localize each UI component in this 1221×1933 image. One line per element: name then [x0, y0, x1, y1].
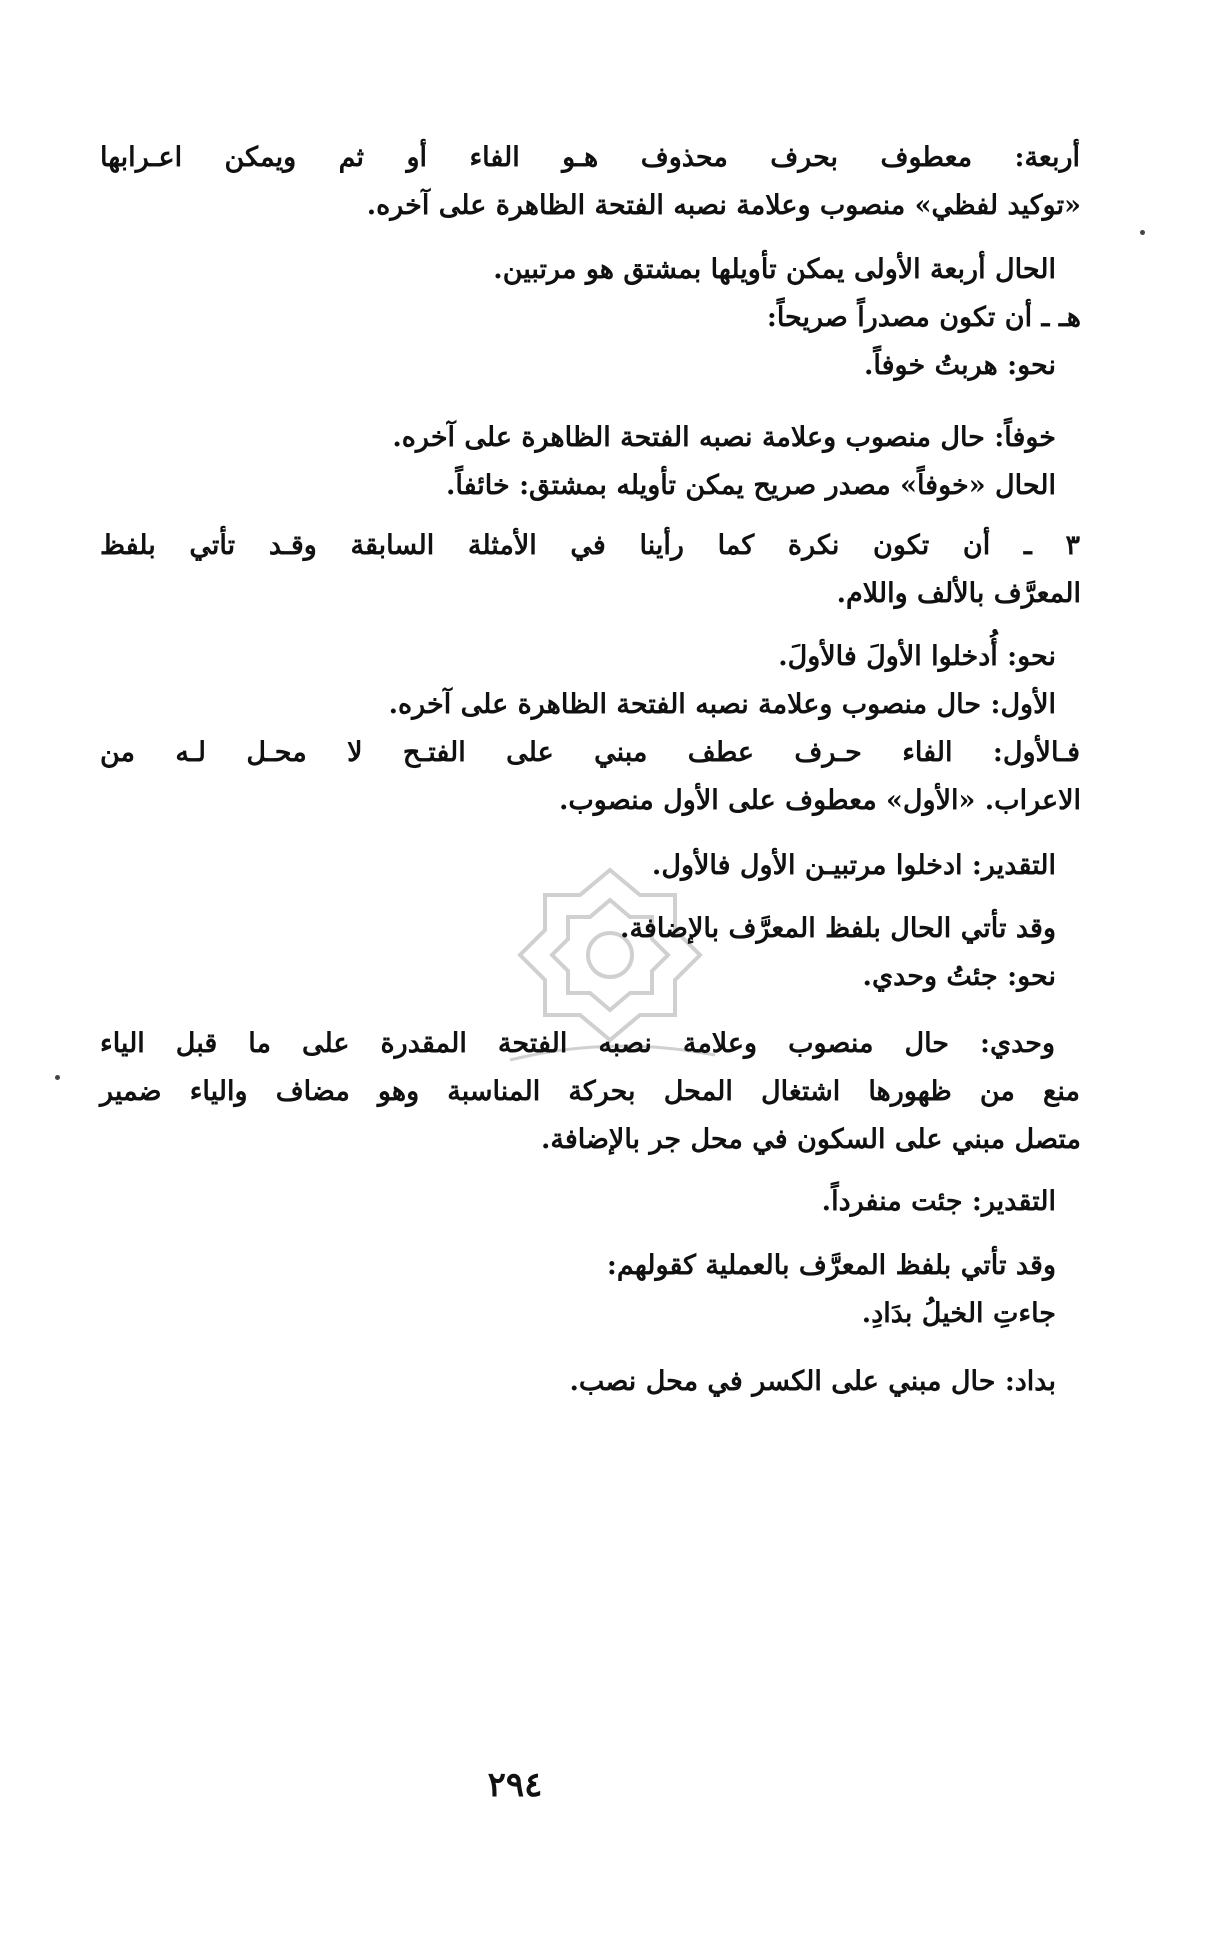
text-line: «توكيد لفظي» منصوب وعلامة نصبه الفتحة الظاهرة على آخره.	[366, 190, 1081, 221]
text-line: خوفاً: حال منصوب وعلامة نصبه الفتحة الظاهرة على آخره.	[392, 422, 1056, 453]
example-line: نحو: أُدخلوا الأولَ فالأولَ.	[778, 641, 1056, 672]
scan-speck	[55, 1075, 60, 1080]
text-line: الاعراب. «الأول» معطوف على الأول منصوب.	[558, 785, 1081, 816]
text-line: بداد: حال مبني على الكسر في محل نصب.	[569, 1366, 1056, 1397]
text-line: متصل مبني على السكون في محل جر بالإضافة.	[541, 1124, 1081, 1155]
example-line: جاءتِ الخيلُ بدَادِ.	[861, 1298, 1056, 1329]
scan-speck	[1140, 230, 1145, 235]
text-line: وقد تأتي الحال بلفظ المعرَّف بالإضافة.	[620, 913, 1056, 944]
text-line: أربعة: معطوف بحرف محذوف هـو الفاء أو ثم ويمكن اعـرابها	[100, 142, 1080, 173]
page-number: ٢٩٤	[487, 1765, 543, 1805]
text-line: منع من ظهورها اشتغال المحل بحركة المناسبة وهو مضاف والياء ضمير	[100, 1076, 1080, 1107]
text-line: التقدير: ادخلوا مرتبيـن الأول فالأول.	[651, 850, 1056, 881]
text-line: الأول: حال منصوب وعلامة نصبه الفتحة الظاهرة على آخره.	[388, 689, 1056, 720]
section-heading: هـ ـ أن تكون مصدراً صريحاً:	[766, 302, 1081, 333]
text-line: الحال أربعة الأولى يمكن تأويلها بمشتق هو مرتبين.	[493, 254, 1056, 285]
text-line: ٣ ـ أن تكون نكرة كما رأينا في الأمثلة السابقة وقـد تأتي بلفظ	[100, 530, 1080, 561]
text-line: التقدير: جئت منفرداً.	[821, 1186, 1056, 1217]
text-line: وحدي: حال منصوب وعلامة نصبه الفتحة المقدرة على ما قبل الياء	[100, 1028, 1055, 1059]
example-line: نحو: جئتُ وحدي.	[862, 961, 1056, 992]
text-line: وقد تأتي بلفظ المعرَّف بالعملية كقولهم:	[606, 1250, 1056, 1281]
example-line: نحو: هربتُ خوفاً.	[864, 350, 1056, 381]
text-line: الحال «خوفاً» مصدر صريح يمكن تأويله بمشتق: خائفاً.	[445, 470, 1056, 501]
text-line: فـالأول: الفاء حـرف عطف مبني على الفتـح لا محـل لـه من	[100, 737, 1080, 768]
text-line: المعرَّف بالألف واللام.	[836, 578, 1081, 609]
